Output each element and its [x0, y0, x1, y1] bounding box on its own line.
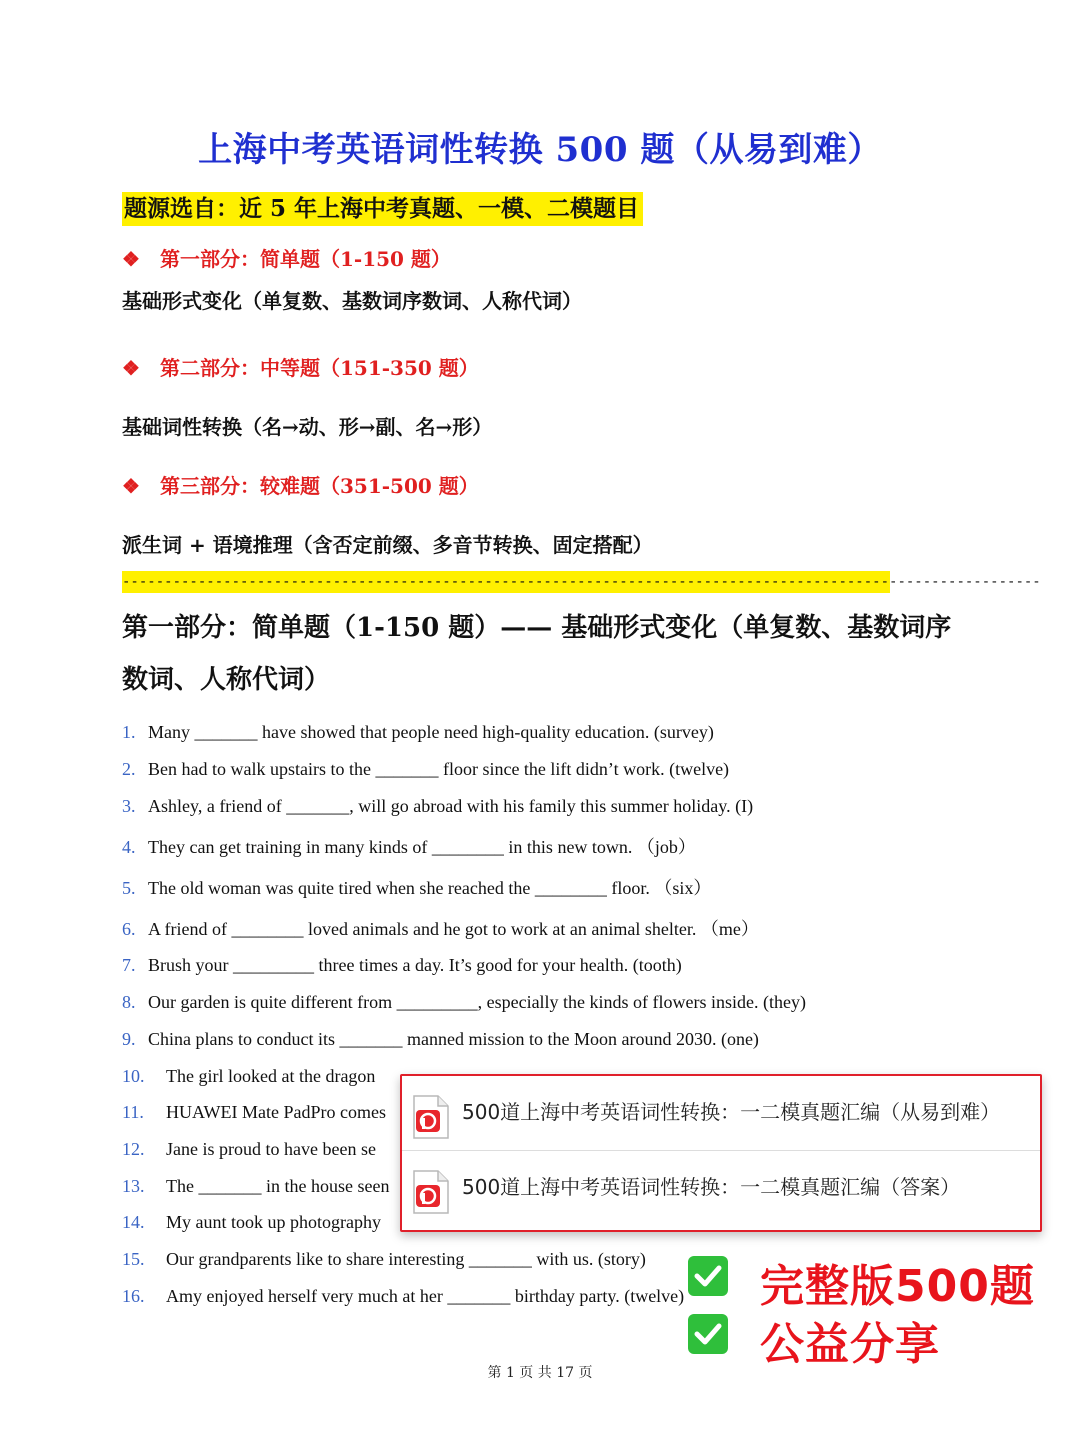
question-12 — [122, 1139, 376, 1160]
page-footer: 第 1 页 共 17 页 — [487, 1365, 593, 1381]
file-item-answers[interactable] — [402, 1151, 1040, 1225]
page-title: 上海中考英语词性转换 500 题（从易到难） — [198, 130, 882, 170]
pdf-icon — [410, 1169, 450, 1215]
question-number: 1. — [122, 722, 136, 742]
part-2-heading — [122, 352, 479, 381]
question-8 — [122, 992, 806, 1013]
file-item-questions[interactable] — [402, 1076, 1040, 1151]
question-number: 8. — [122, 992, 136, 1012]
diamond-icon: ❖ — [122, 474, 140, 498]
question-text: Brush your _________ three times a day. It’s good for your health. (tooth) — [148, 955, 682, 975]
part-3-heading-text: 第三部分：较难题（351-500 题） — [160, 474, 479, 498]
question-text: They can get training in many kinds of ________ in this new town. （job） — [148, 837, 696, 857]
check-icon — [688, 1256, 728, 1296]
question-7 — [122, 955, 682, 976]
question-11 — [122, 1102, 386, 1123]
question-text: HUAWEI Mate PadPro comes — [166, 1102, 387, 1122]
question-text: Jane is proud to have been se — [166, 1139, 376, 1159]
file-name: 500道上海中考英语词性转换：一二模真题汇编（答案） — [462, 1175, 961, 1199]
question-4 — [122, 833, 696, 859]
part-2-heading-text: 第二部分：中等题（151-350 题） — [160, 356, 479, 380]
question-number: 4. — [122, 837, 136, 857]
divider: ------------------------------------------------------------------------------------------------------------- — [122, 571, 890, 593]
question-16 — [122, 1286, 684, 1307]
question-number: 16. — [122, 1286, 145, 1306]
file-name: 500道上海中考英语词性转换：一二模真题汇编（从易到难） — [462, 1100, 1001, 1124]
question-number: 14. — [122, 1212, 145, 1232]
question-text: China plans to conduct its _______ manned mission to the Moon around 2030. (one) — [148, 1029, 759, 1049]
question-2 — [122, 759, 729, 780]
part-1-heading-text: 第一部分：简单题（1-150 题） — [160, 247, 451, 271]
question-number: 3. — [122, 796, 136, 816]
question-number: 10. — [122, 1066, 145, 1086]
question-5 — [122, 874, 711, 900]
diamond-icon: ❖ — [122, 247, 140, 271]
question-number: 2. — [122, 759, 136, 779]
part-1-heading — [122, 243, 451, 272]
question-1 — [122, 722, 714, 743]
question-text: The _______ in the house seen — [166, 1176, 390, 1196]
part-3-desc: 派生词 + 语境推理（含否定前缀、多音节转换、固定搭配） — [122, 533, 653, 557]
part-1-desc: 基础形式变化（单复数、基数词序数词、人称代词） — [122, 289, 582, 313]
promo-text: 完整版500题 — [760, 1261, 1035, 1312]
part-3-heading — [122, 470, 479, 499]
question-number: 11. — [122, 1102, 144, 1122]
question-10 — [122, 1066, 375, 1087]
section-heading: 第一部分：简单题（1-150 题）—— 基础形式变化（单复数、基数词序数词、人称代词） — [122, 613, 952, 695]
question-text: Ashley, a friend of _______, will go abroad with his family this summer holiday. (I) — [148, 796, 754, 816]
question-text: Ben had to walk upstairs to the _______ floor since the lift didn’t work. (twelve) — [148, 759, 730, 779]
source-note: 题源选自：近 5 年上海中考真题、一模、二模题目 — [122, 192, 643, 226]
diamond-icon: ❖ — [122, 356, 140, 380]
question-number: 7. — [122, 955, 136, 975]
question-text: Many _______ have showed that people need high-quality education. (survey) — [148, 722, 714, 742]
question-3 — [122, 796, 753, 817]
question-text: My aunt took up photography — [166, 1212, 381, 1232]
question-6 — [122, 915, 759, 941]
promo-text: 公益分享 — [760, 1319, 940, 1370]
question-15 — [122, 1249, 646, 1270]
question-number: 6. — [122, 919, 136, 939]
part-2-desc: 基础词性转换（名→动、形→副、名→形） — [122, 415, 493, 439]
question-number: 5. — [122, 878, 136, 898]
question-number: 9. — [122, 1029, 136, 1049]
check-icon — [688, 1314, 728, 1354]
pdf-icon — [410, 1094, 450, 1140]
question-13 — [122, 1176, 389, 1197]
question-number: 12. — [122, 1139, 145, 1159]
question-number: 15. — [122, 1249, 145, 1269]
question-text: Amy enjoyed herself very much at her _______ birthday party. (twelve) — [166, 1286, 685, 1306]
question-text: A friend of ________ loved animals and he got to work at an animal shelter. （me） — [148, 919, 759, 939]
question-9 — [122, 1029, 759, 1050]
file-list-popup — [400, 1074, 1042, 1232]
question-14 — [122, 1212, 381, 1233]
question-text: The girl looked at the dragon — [166, 1066, 376, 1086]
question-text: Our grandparents like to share interesting _______ with us. (story) — [166, 1249, 646, 1269]
question-text: The old woman was quite tired when she reached the ________ floor. （six） — [148, 878, 712, 898]
question-number: 13. — [122, 1176, 145, 1196]
question-text: Our garden is quite different from _________, especially the kinds of flowers inside. (they) — [148, 992, 807, 1012]
